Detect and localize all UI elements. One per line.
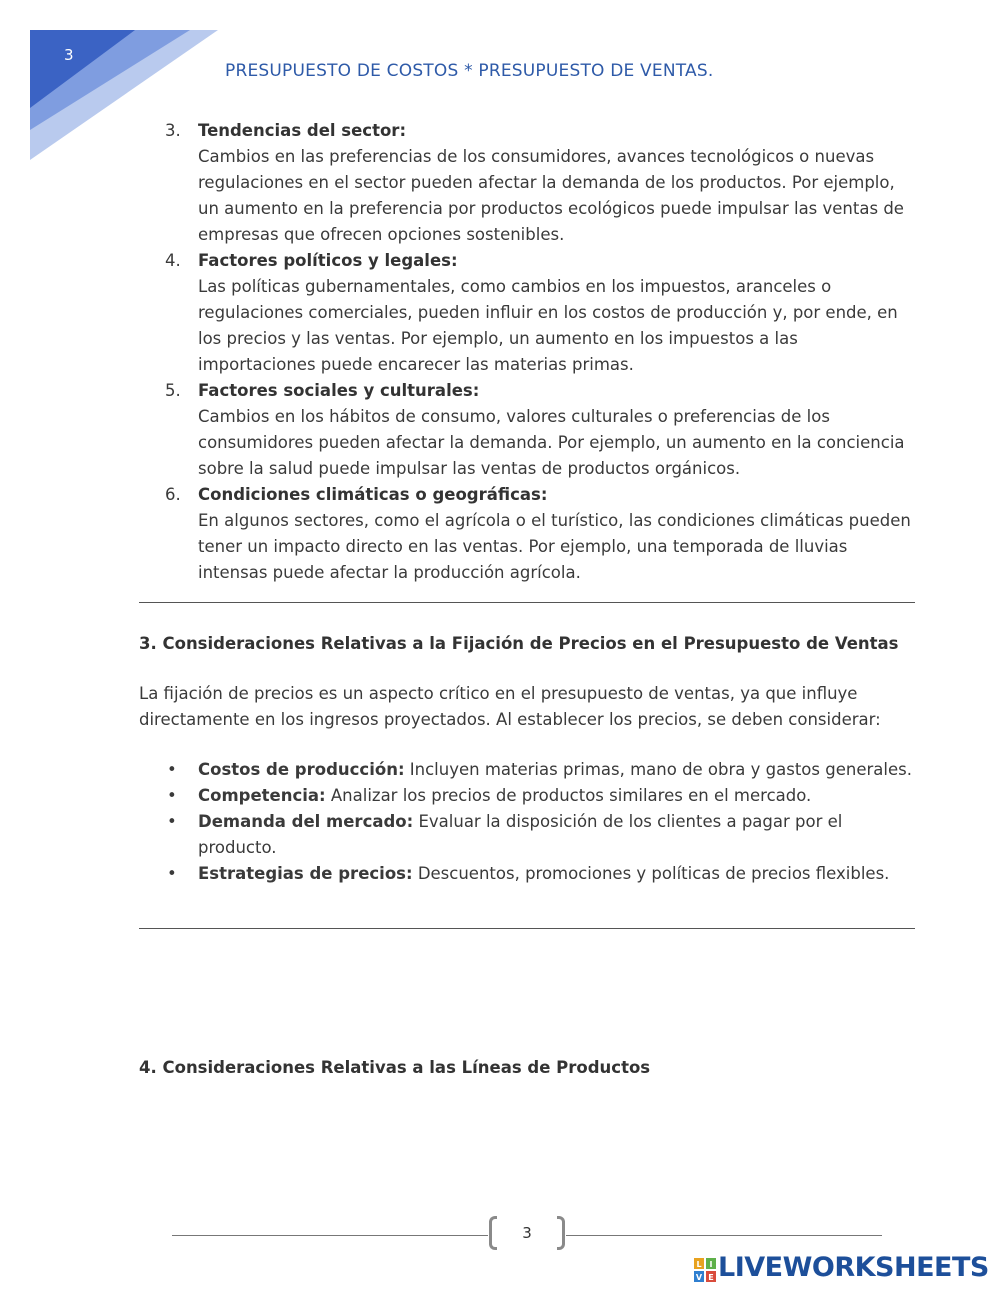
bullet-list xyxy=(165,757,915,887)
bullet-item xyxy=(165,809,915,861)
footer-bracket-left xyxy=(489,1216,497,1250)
liveworksheets-logo-icon xyxy=(694,1258,716,1282)
bullet-symbol: • xyxy=(167,786,177,805)
logo-letter: L xyxy=(696,1260,702,1269)
bullet-symbol: • xyxy=(167,812,177,831)
section-heading: 3. Consideraciones Relativas a la Fijación de Precios en el Presupuesto de Ventas xyxy=(139,634,899,653)
footer-bracket-right xyxy=(557,1216,565,1250)
liveworksheets-brand[interactable]: LIVEWORKSHEETS xyxy=(718,1252,989,1283)
footer-rule-left xyxy=(172,1235,488,1236)
list-item xyxy=(165,118,915,248)
list-item-text: En algunos sectores, como el agrícola o el turístico, las condiciones climáticas pueden tener un impacto directo en las ventas. Por ejemplo, una temporada de lluvias intensas puede afectar la producción agrícola. xyxy=(198,511,911,582)
bullet-item xyxy=(165,783,915,809)
logo-letter: E xyxy=(708,1273,714,1282)
bullet-text: Descuentos, promociones y políticas de precios flexibles. xyxy=(412,864,890,883)
list-item-title: Factores sociales y culturales: xyxy=(198,381,480,400)
footer-rule-right xyxy=(566,1235,882,1236)
logo-letter: V xyxy=(695,1273,703,1282)
list-item xyxy=(165,482,915,586)
list-item-title: Condiciones climáticas o geográficas: xyxy=(198,485,548,504)
numbered-list xyxy=(165,118,915,586)
logo-letter: I xyxy=(709,1260,713,1269)
footer-page-number: 3 xyxy=(522,1224,532,1242)
list-item-text: Las políticas gubernamentales, como cambios en los impuestos, aranceles o regulaciones comerciales, pueden influir en los costos de producción y, por ende, en los precios y las ventas. Por ejemplo, un aumento en los impuestos a las importaciones puede encarecer las materias primas. xyxy=(198,277,898,374)
list-item-text: Cambios en las preferencias de los consumidores, avances tecnológicos o nuevas regulaciones en el sector pueden afectar la demanda de los productos. Por ejemplo, un aumento en la preferencia por productos ecológicos puede impulsar las ventas de empresas que ofrecen opciones sostenibles. xyxy=(198,147,904,244)
list-item-title: Tendencias del sector: xyxy=(198,121,407,140)
list-item-text: Cambios en los hábitos de consumo, valores culturales o preferencias de los consumidores pueden afectar la demanda. Por ejemplo, un aumento en la conciencia sobre la salud puede impulsar las ventas de productos orgánicos. xyxy=(198,407,905,478)
bullet-symbol: • xyxy=(167,864,177,883)
bullet-term: Demanda del mercado: xyxy=(198,812,414,831)
list-item-number: 3. xyxy=(165,121,181,140)
bullet-term: Costos de producción: xyxy=(198,760,405,779)
list-item xyxy=(165,248,915,378)
bullet-text: Evaluar la disposición de los clientes a pagar por el producto. xyxy=(198,812,843,857)
divider xyxy=(139,928,915,929)
bullet-item xyxy=(165,757,915,783)
bullet-item xyxy=(165,861,915,887)
list-item-number: 5. xyxy=(165,381,181,400)
section-heading: 4. Consideraciones Relativas a las Líneas de Productos xyxy=(139,1058,651,1077)
list-item xyxy=(165,378,915,482)
bullet-term: Estrategias de precios: xyxy=(198,864,413,883)
corner-page-number: 3 xyxy=(64,46,74,64)
section-intro: La fijación de precios es un aspecto crítico en el presupuesto de ventas, ya que influye directamente en los ingresos proyectados. Al establecer los precios, se deben considerar: xyxy=(139,684,881,729)
list-item-number: 6. xyxy=(165,485,181,504)
bullet-text: Analizar los precios de productos similares en el mercado. xyxy=(325,786,812,805)
divider xyxy=(139,602,915,603)
list-item-number: 4. xyxy=(165,251,181,270)
bullet-symbol: • xyxy=(167,760,177,779)
header-title: PRESUPUESTO DE COSTOS * PRESUPUESTO DE VENTAS. xyxy=(225,61,714,81)
list-item-title: Factores políticos y legales: xyxy=(198,251,458,270)
bullet-text: Incluyen materias primas, mano de obra y gastos generales. xyxy=(404,760,912,779)
bullet-term: Competencia: xyxy=(198,786,326,805)
